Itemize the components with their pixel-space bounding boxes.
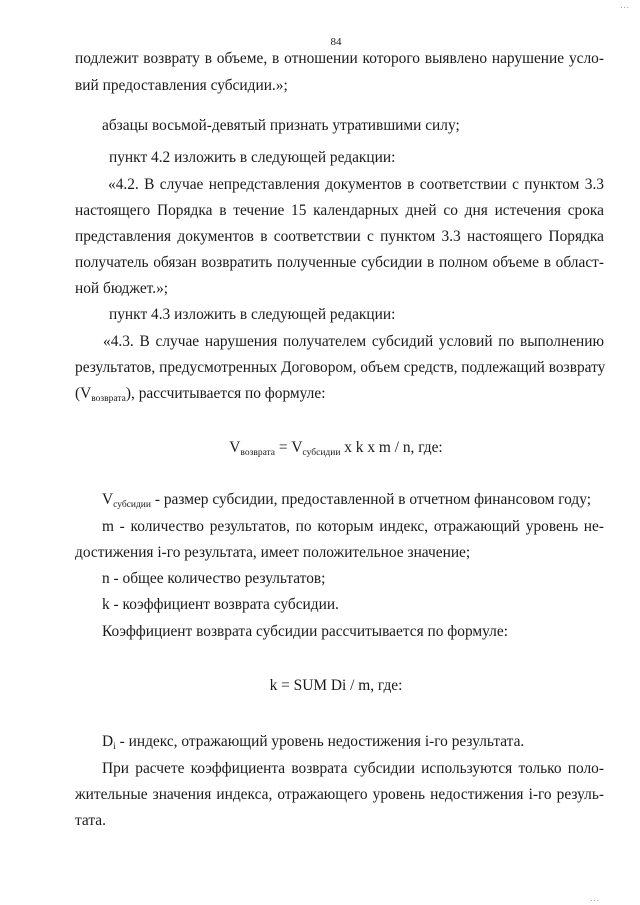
- formula-var: V: [229, 439, 241, 456]
- subscript: возврата: [91, 394, 126, 404]
- paragraph-line: представления документов в соответствии с пунктом 3.3 настоящего Порядка: [75, 228, 604, 245]
- paragraph-line: жительные значения индекса, отражающего уровень недостижения i-го резуль-: [75, 786, 604, 803]
- paragraph-line: [75, 381, 325, 407]
- paragraph-line: Коэффициент возврата субсидии рассчитывается по формуле:: [102, 623, 508, 640]
- definition-line: достижения i-го результата, имеет положительное значение;: [75, 544, 471, 561]
- formula-refund-volume: [0, 435, 640, 461]
- paragraph-line: настоящего Порядка в течение 15 календарных дней со дня истечения срока: [75, 202, 604, 219]
- formula-eq: =: [275, 439, 292, 456]
- paragraph-line: тата.: [75, 812, 106, 829]
- definition-line: m - количество результатов, по которым индекс, отражающий уровень не-: [102, 518, 604, 535]
- formula-var: V: [291, 439, 303, 456]
- def-subscript: i: [113, 742, 116, 752]
- paragraph-line: вий предоставления субсидии.»;: [75, 77, 288, 94]
- def-text: - индекс, отражающий уровень недостижения i-го результата.: [119, 733, 525, 750]
- formula-rest: x k x m / n, где:: [340, 439, 443, 456]
- paragraph-line: «4.3. В случае нарушения получателем субсидий условий по выполнению: [103, 333, 604, 350]
- corner-mark-bottom: ...: [590, 893, 600, 903]
- definition-line: [102, 487, 591, 513]
- formula-subscript: возврата: [240, 448, 276, 458]
- text-fragment: (V: [75, 385, 92, 402]
- def-var: D: [102, 733, 114, 750]
- paragraph-line: пункт 4.3 изложить в следующей редакции:: [109, 306, 396, 323]
- paragraph-line: абзацы восьмой-девятый признать утратившими силу;: [102, 117, 460, 134]
- paragraph-line: получатель обязан возвратить полученные субсидии в полном объеме в област-: [75, 254, 604, 271]
- formula-coefficient: k = SUM Di / m, где:: [269, 677, 403, 694]
- page-number: 84: [330, 36, 342, 48]
- paragraph-line: «4.2. В случае непредставления документов в соответствии с пунктом 3.3: [108, 176, 604, 193]
- definition-line: k - коэффициент возврата субсидии.: [102, 596, 339, 613]
- def-subscript: субсидии: [113, 500, 151, 510]
- definition-line: n - общее количество результатов;: [102, 570, 326, 587]
- paragraph-line: подлежит возврату в объеме, в отношении которого выявлено нарушение усло-: [75, 50, 604, 67]
- paragraph-line: пункт 4.2 изложить в следующей редакции:: [109, 149, 396, 166]
- paragraph-line: ной бюджет.»;: [75, 280, 169, 297]
- formula-subscript: субсидии: [302, 448, 341, 458]
- def-text: - размер субсидии, предоставленной в отчетном финансовом году;: [154, 491, 592, 508]
- paragraph-line: результатов, предусмотренных Договором, объем средств, подлежащий возврату: [75, 359, 606, 376]
- def-var: V: [102, 491, 114, 508]
- definition-line: [102, 729, 524, 755]
- paragraph-line: При расчете коэффициента возврата субсидии используются только поло-: [102, 760, 604, 777]
- corner-mark-top: ...: [620, 0, 630, 10]
- text-fragment: ), рассчитывается по формуле:: [125, 385, 326, 402]
